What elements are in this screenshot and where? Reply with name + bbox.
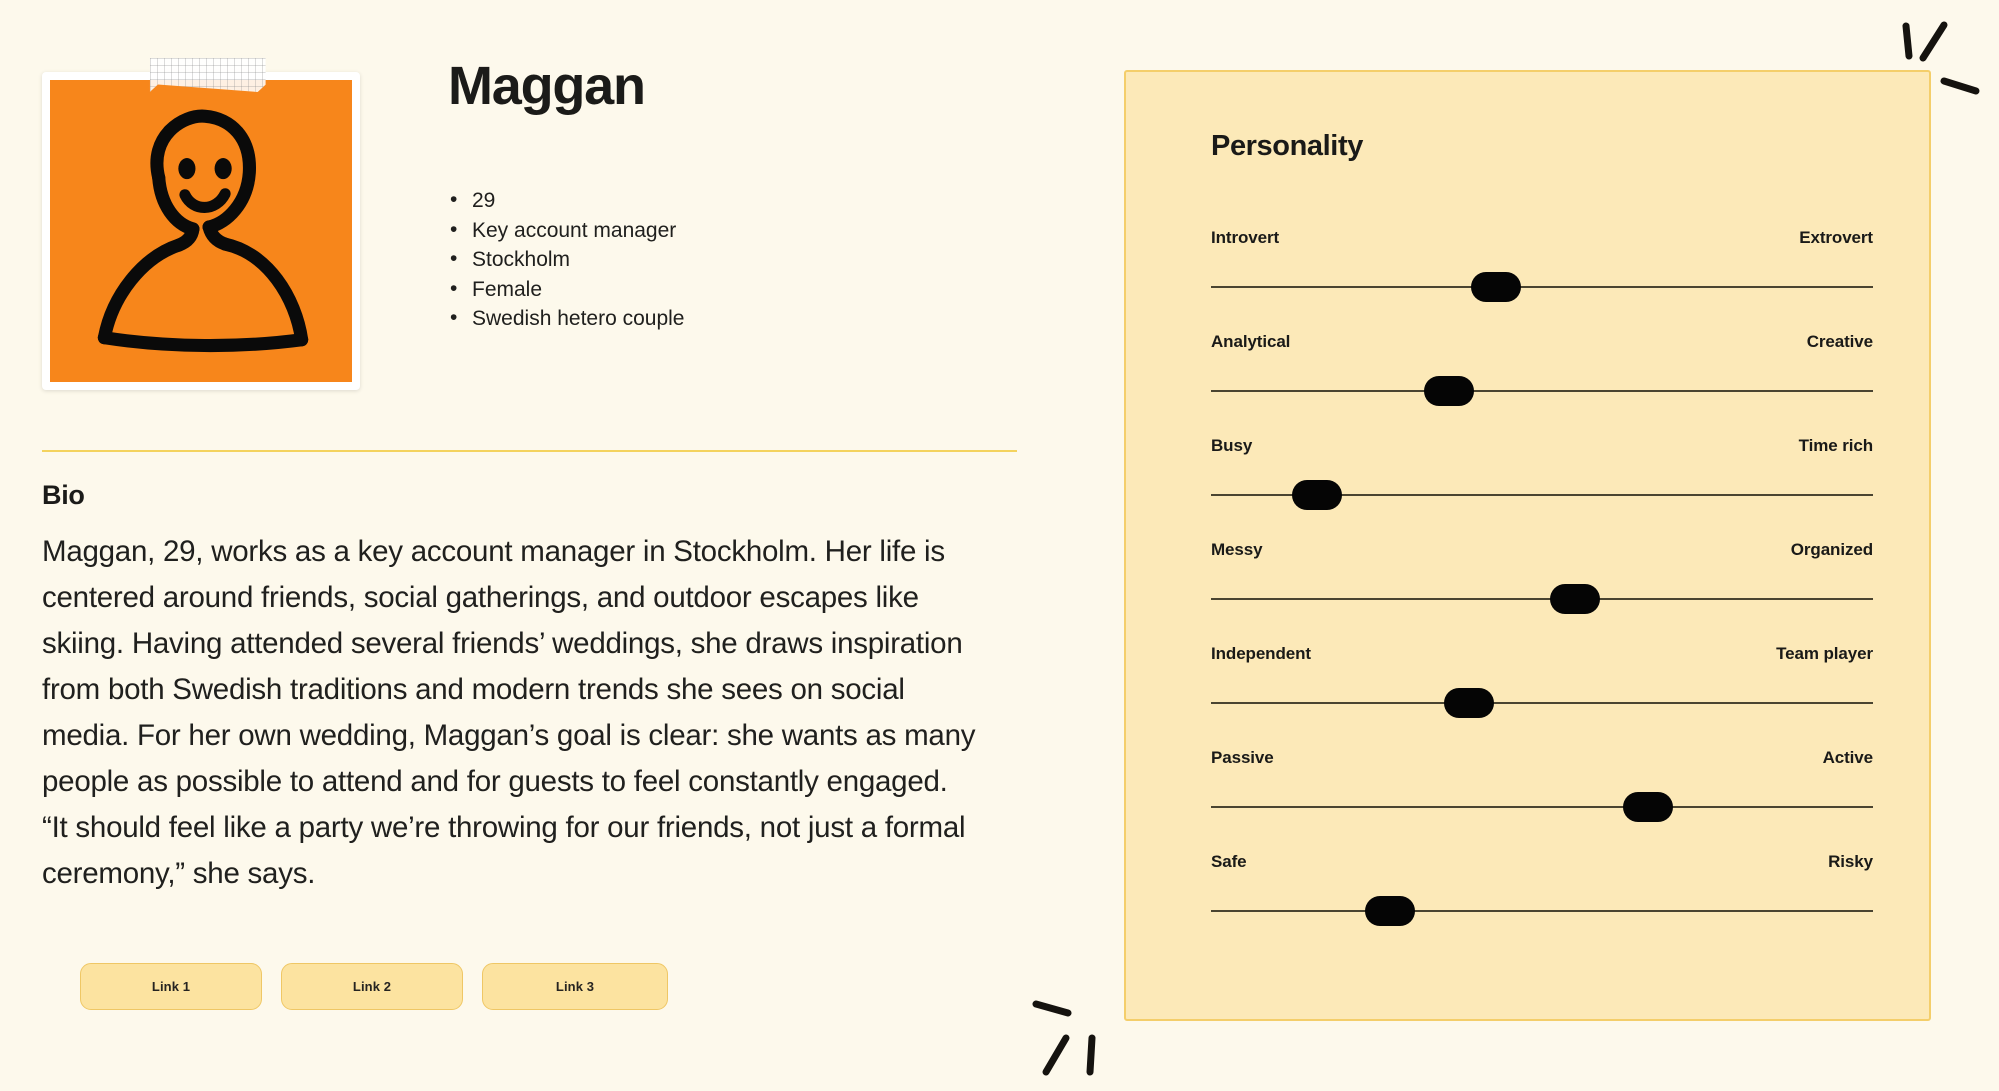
slider-thumb[interactable] <box>1365 896 1415 926</box>
slider-right-label: Risky <box>1828 852 1873 871</box>
section-divider <box>42 450 1017 452</box>
slider-left-label: Passive <box>1211 748 1274 767</box>
slider-left-label: Messy <box>1211 540 1263 559</box>
link-2-button[interactable]: Link 2 <box>281 963 463 1010</box>
slider-track[interactable] <box>1211 702 1873 704</box>
slider-track[interactable] <box>1211 806 1873 808</box>
list-item: • Swedish hetero couple <box>448 304 1062 334</box>
profile-facts-list <box>448 186 1062 334</box>
slider-track[interactable] <box>1211 286 1873 288</box>
slider-right-label: Organized <box>1790 540 1873 559</box>
personality-slider-list <box>1211 228 1873 956</box>
slider-track-wrap[interactable] <box>1211 790 1873 824</box>
profile-header <box>42 58 1062 390</box>
link-3-button[interactable]: Link 3 <box>482 963 668 1010</box>
slider-left-label: Analytical <box>1211 332 1291 351</box>
page-title: Maggan <box>448 56 645 116</box>
avatar-photo-card <box>42 72 360 390</box>
slider-labels <box>1211 644 1873 664</box>
slider-left-label: Independent <box>1211 644 1311 663</box>
person-doodle-icon <box>50 80 352 382</box>
slider-thumb[interactable] <box>1623 792 1673 822</box>
slider-track-wrap[interactable] <box>1211 686 1873 720</box>
slider-right-label: Active <box>1822 748 1873 767</box>
slider-left-label: Safe <box>1211 852 1247 871</box>
slider-thumb[interactable] <box>1424 376 1474 406</box>
slider-labels <box>1211 540 1873 560</box>
slider-labels <box>1211 852 1873 872</box>
slider-right-label: Team player <box>1776 644 1873 663</box>
slider-left-label: Busy <box>1211 436 1253 455</box>
link-1-button[interactable]: Link 1 <box>80 963 262 1010</box>
slider-thumb[interactable] <box>1471 272 1521 302</box>
profile-left-column <box>42 0 1062 1091</box>
personality-slider-analytical <box>1211 332 1873 436</box>
slider-track[interactable] <box>1211 598 1873 600</box>
slider-left-label: Introvert <box>1211 228 1280 247</box>
list-item: • Stockholm <box>448 245 1062 275</box>
bio-section <box>42 480 1002 897</box>
slider-track-wrap[interactable] <box>1211 894 1873 928</box>
personality-slider-messy <box>1211 540 1873 644</box>
list-item: • 29 <box>448 186 1062 216</box>
slider-labels <box>1211 332 1873 352</box>
slider-track[interactable] <box>1211 910 1873 912</box>
slider-thumb[interactable] <box>1292 480 1342 510</box>
personality-slider-independent <box>1211 644 1873 748</box>
list-item: • Female <box>448 275 1062 305</box>
personality-slider-busy <box>1211 436 1873 540</box>
slider-track[interactable] <box>1211 390 1873 392</box>
bio-text: Maggan, 29, works as a key account manager in Stockholm. Her life is centered around friends, social gatherings, and outdoor escapes like skiing. Having attended several friends’ weddings, she draws inspiration from both Swedish traditions and modern trends she sees on social media. For her own wedding, Maggan’s goal is clear: she wants as many people as possible to attend and for guests to feel constantly engaged. “It should feel like a party we’re throwing for our friends, not just a formal ceremony,” she says. <box>42 535 976 890</box>
slider-track-wrap[interactable] <box>1211 374 1873 408</box>
slider-right-label: Time rich <box>1798 436 1873 455</box>
personality-slider-passive <box>1211 748 1873 852</box>
personality-slider-introvert <box>1211 228 1873 332</box>
slider-labels <box>1211 228 1873 248</box>
bio-heading: Bio <box>42 480 85 510</box>
personality-slider-safe <box>1211 852 1873 956</box>
slider-right-label: Extrovert <box>1799 228 1873 247</box>
slider-labels <box>1211 748 1873 768</box>
avatar <box>42 58 362 390</box>
slider-track-wrap[interactable] <box>1211 582 1873 616</box>
links-row <box>80 963 668 1010</box>
slider-thumb[interactable] <box>1550 584 1600 614</box>
slider-right-label: Creative <box>1806 332 1873 351</box>
slider-labels <box>1211 436 1873 456</box>
list-item: • Key account manager <box>448 216 1062 246</box>
personality-title: Personality <box>1211 130 1363 162</box>
identity-block <box>362 58 1062 334</box>
slider-track-wrap[interactable] <box>1211 478 1873 512</box>
personality-panel <box>1124 70 1931 1021</box>
slider-track-wrap[interactable] <box>1211 270 1873 304</box>
slider-thumb[interactable] <box>1444 688 1494 718</box>
